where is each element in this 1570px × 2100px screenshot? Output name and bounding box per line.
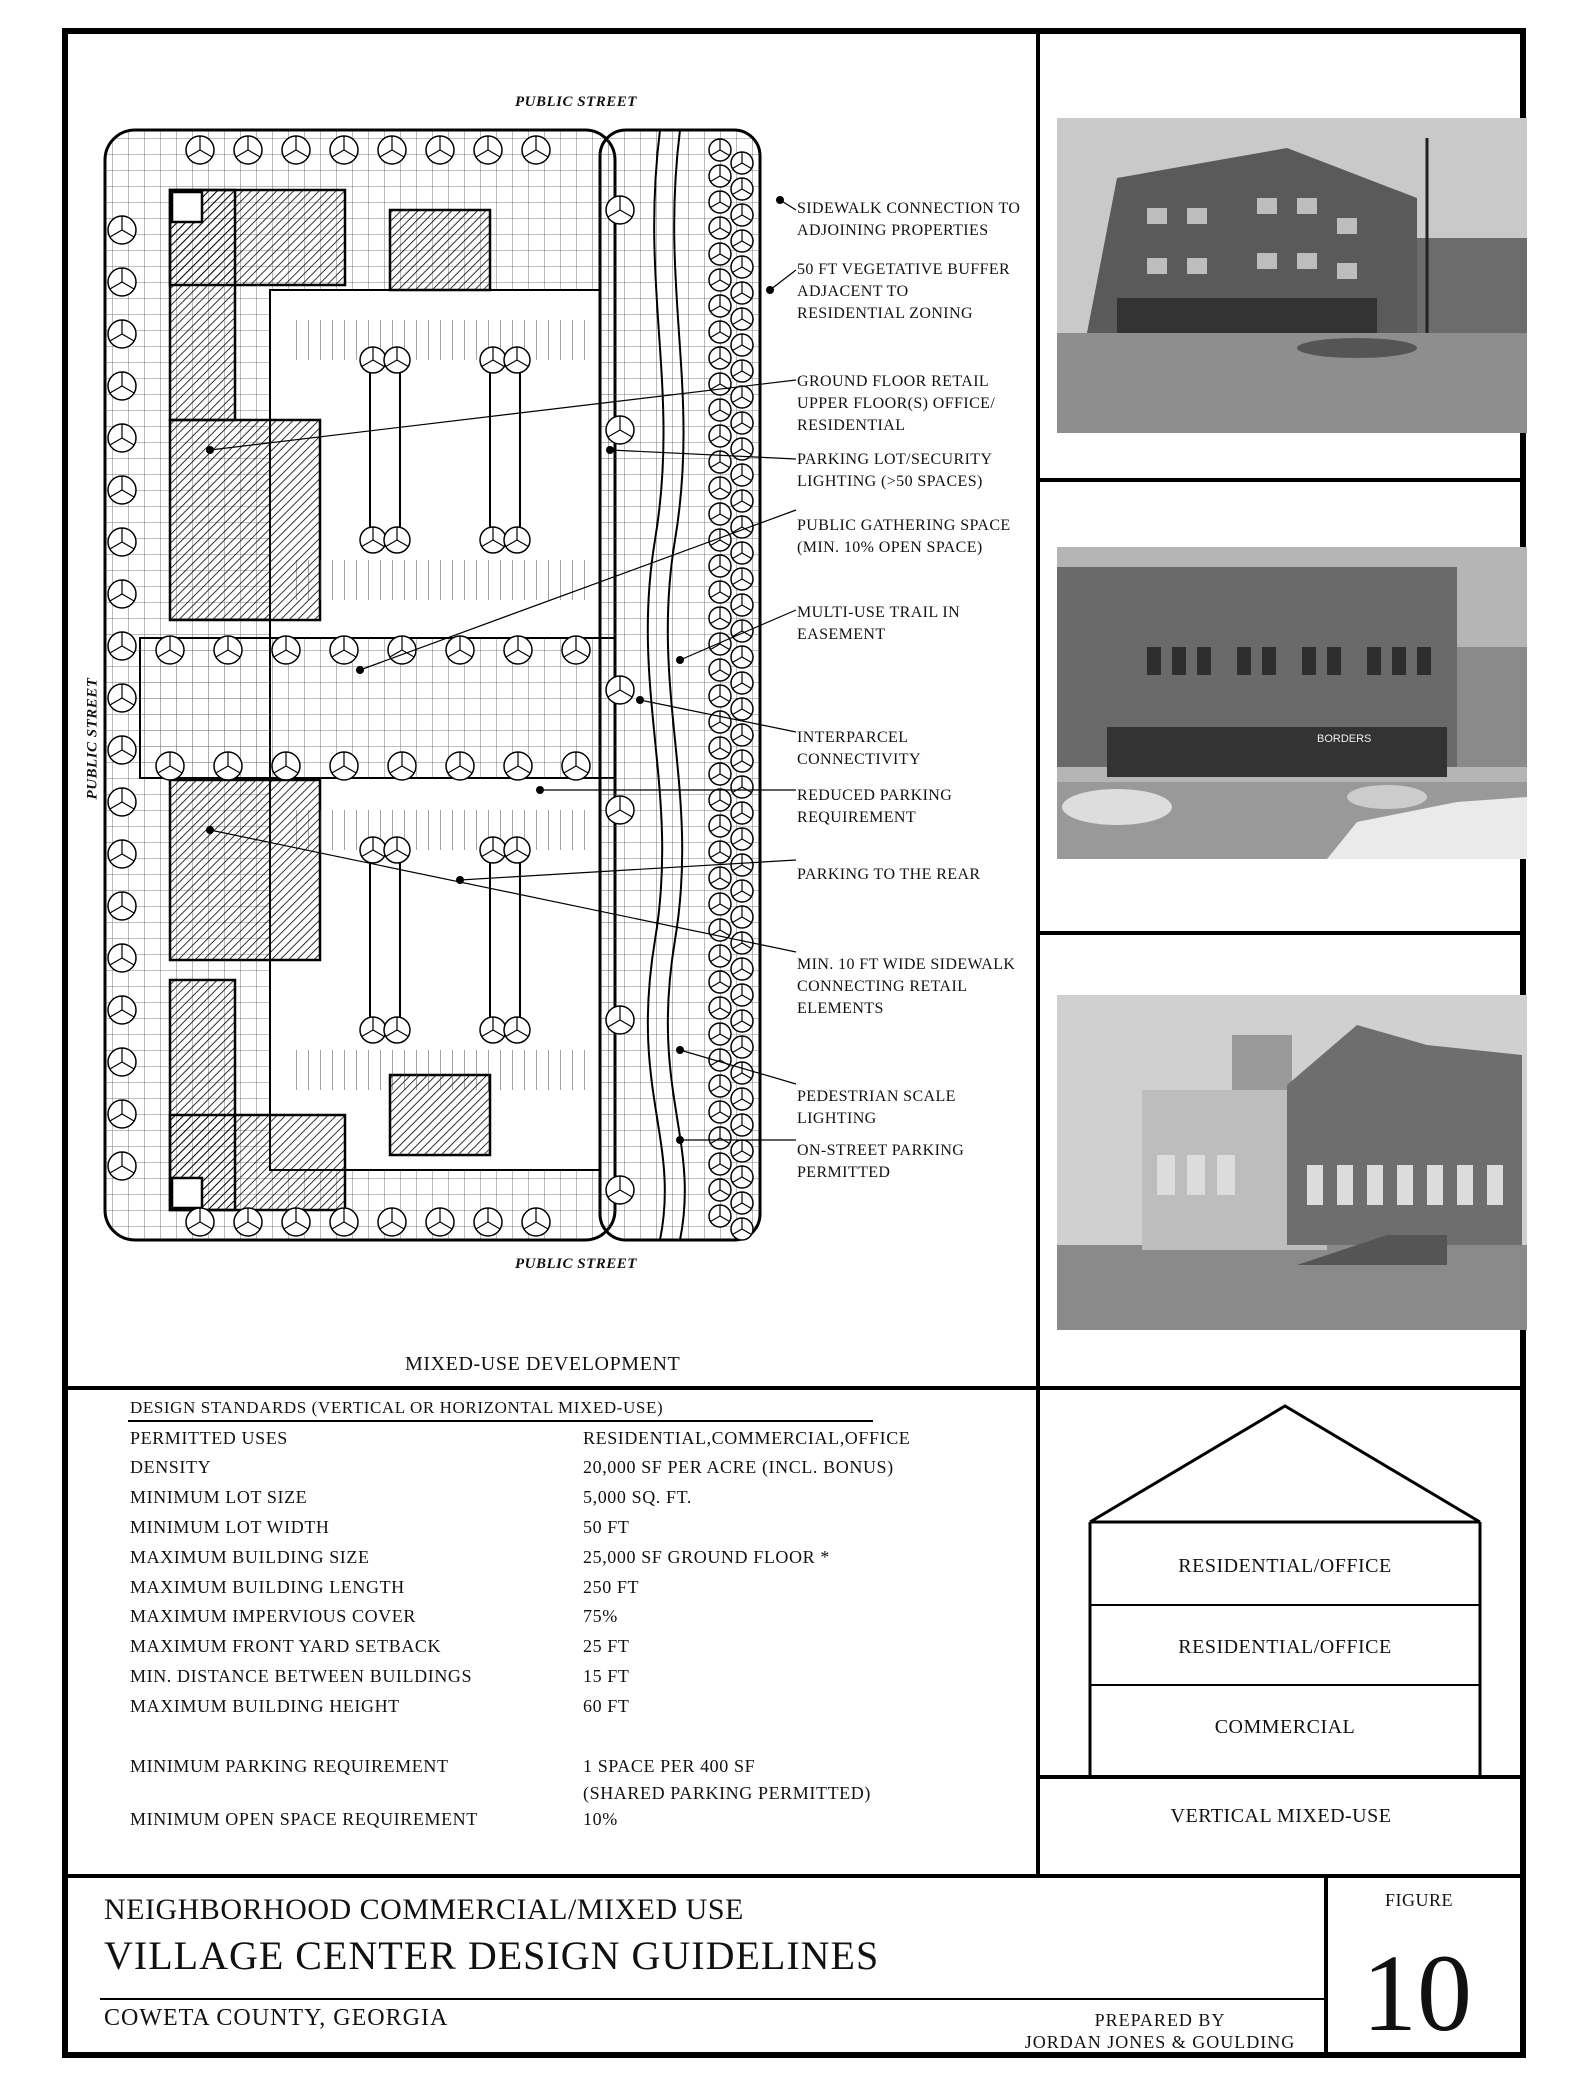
tree-symbol [606, 196, 634, 224]
std-value: RESIDENTIAL,COMMERCIAL,OFFICE [583, 1428, 911, 1448]
std-value: 75% [583, 1606, 618, 1626]
tree-symbol [378, 136, 406, 164]
tree-symbol [606, 416, 634, 444]
leader-dot [206, 446, 214, 454]
tree-symbol [330, 636, 358, 664]
diagram-base-line [1036, 1775, 1526, 1779]
leader-dot [676, 1046, 684, 1054]
tree-symbol [709, 477, 731, 499]
tree-symbol [504, 347, 530, 373]
tree-symbol [731, 646, 753, 668]
tree-symbol [709, 425, 731, 447]
tree-symbol [504, 527, 530, 553]
tree-symbol [384, 1017, 410, 1043]
tree-symbol [709, 399, 731, 421]
tree-symbol [108, 372, 136, 400]
tree-symbol [731, 490, 753, 512]
standards-heading-underline [128, 1420, 873, 1422]
tree-symbol [606, 1176, 634, 1204]
tree-symbol [731, 178, 753, 200]
photo-village-buildings [1057, 995, 1527, 1330]
tree-symbol [709, 373, 731, 395]
tree-symbol [282, 1208, 310, 1236]
callout-sidewalk-width: MIN. 10 FT WIDE SIDEWALK CONNECTING RETAIL ELEMENTS [797, 956, 1016, 1017]
tree-symbol [731, 1166, 753, 1188]
std-value: 15 FT [583, 1666, 630, 1686]
street-label-bottom: PUBLIC STREET [515, 1256, 637, 1272]
tree-symbol [731, 620, 753, 642]
tree-symbol [709, 503, 731, 525]
tree-symbol [186, 136, 214, 164]
tree-symbol [709, 1179, 731, 1201]
tree-symbol [709, 269, 731, 291]
tree-symbol [731, 542, 753, 564]
callout-vegetative-buffer: 50 FT VEGETATIVE BUFFER ADJACENT TO RESIDENTIAL ZONING [797, 261, 1011, 322]
tree-symbol [731, 724, 753, 746]
tree-symbol [562, 752, 590, 780]
tree-symbol [709, 1153, 731, 1175]
tree-symbol [504, 636, 532, 664]
std-value: 250 FT [583, 1577, 640, 1597]
tree-symbol [522, 1208, 550, 1236]
tree-symbol [731, 204, 753, 226]
tree-symbol [480, 347, 506, 373]
tree-symbol [709, 139, 731, 161]
std-label: MAXIMUM FRONT YARD SETBACK [130, 1636, 442, 1656]
site-plan-caption: MIXED-USE DEVELOPMENT [405, 1353, 681, 1375]
parking-label: MINIMUM PARKING REQUIREMENT [130, 1756, 449, 1776]
tree-symbol [709, 815, 731, 837]
callout-sidewalk-connection: SIDEWALK CONNECTION TO ADJOINING PROPERTIES [797, 200, 1021, 239]
title-line-2: VILLAGE CENTER DESIGN GUIDELINES [104, 1933, 880, 1978]
tree-symbol [731, 152, 753, 174]
tree-symbol [272, 636, 300, 664]
tree-symbol [108, 788, 136, 816]
tree-symbol [522, 136, 550, 164]
tree-symbol [474, 1208, 502, 1236]
tree-symbol [709, 763, 731, 785]
tree-symbol [709, 191, 731, 213]
tree-symbol [731, 1218, 753, 1240]
tree-symbol [731, 984, 753, 1006]
tree-symbol [214, 752, 242, 780]
tree-symbol [709, 997, 731, 1019]
tree-symbol [731, 932, 753, 954]
tree-symbol [108, 320, 136, 348]
tree-symbol [709, 893, 731, 915]
std-value: 60 FT [583, 1696, 630, 1716]
divider-figure [1324, 1874, 1328, 2058]
tree-symbol [108, 424, 136, 452]
tree-symbol [731, 1010, 753, 1032]
tree-symbol [108, 944, 136, 972]
tree-symbol [709, 243, 731, 265]
tree-symbol [108, 268, 136, 296]
std-label: PERMITTED USES [130, 1428, 288, 1448]
tree-symbol [731, 672, 753, 694]
tree-symbol [606, 796, 634, 824]
tree-symbol [384, 837, 410, 863]
tree-symbol [282, 136, 310, 164]
tree-symbol [731, 1140, 753, 1162]
tree-symbol [731, 828, 753, 850]
std-label: MAXIMUM BUILDING HEIGHT [130, 1696, 400, 1716]
std-label: MAXIMUM BUILDING SIZE [130, 1547, 370, 1567]
std-label: DENSITY [130, 1457, 212, 1477]
std-label: MAXIMUM IMPERVIOUS COVER [130, 1606, 416, 1626]
vertical-mixed-use-caption: VERTICAL MIXED-USE [1170, 1805, 1392, 1827]
leader-dot [766, 286, 774, 294]
tree-symbol [108, 736, 136, 764]
tree-symbol [709, 347, 731, 369]
tree-symbol [480, 527, 506, 553]
title-underline [100, 1998, 1324, 2000]
county-label: COWETA COUNTY, GEORGIA [104, 2005, 449, 2031]
photo-storefront [1057, 547, 1527, 859]
title-line-1: NEIGHBORHOOD COMMERCIAL/MIXED USE [104, 1893, 744, 1926]
tree-symbol [474, 136, 502, 164]
tree-symbol [480, 837, 506, 863]
tier-upper: RESIDENTIAL/OFFICE [1178, 1555, 1392, 1577]
leader-dot [206, 826, 214, 834]
tree-symbol [709, 581, 731, 603]
callout-gathering-space: PUBLIC GATHERING SPACE (MIN. 10% OPEN SPACE) [797, 517, 1011, 556]
prepared-by-label: PREPARED BY [1094, 2010, 1226, 2030]
tree-symbol [446, 636, 474, 664]
street-label-left: PUBLIC STREET [84, 677, 101, 800]
divider-middle [62, 1386, 1526, 1390]
callout-pedestrian-lighting: PEDESTRIAN SCALE LIGHTING [797, 1088, 956, 1127]
std-value: 5,000 SQ. FT. [583, 1487, 692, 1507]
tree-symbol [108, 216, 136, 244]
tree-symbol [108, 892, 136, 920]
tree-symbol [731, 880, 753, 902]
tree-symbol [108, 1152, 136, 1180]
tree-symbol [360, 527, 386, 553]
tree-symbol [731, 958, 753, 980]
tree-symbol [731, 1036, 753, 1058]
tree-symbol [731, 802, 753, 824]
callout-multi-use-trail: MULTI-USE TRAIL IN EASEMENT [797, 604, 961, 643]
std-label: MAXIMUM BUILDING LENGTH [130, 1577, 405, 1597]
callout-on-street-parking: ON-STREET PARKING PERMITTED [797, 1142, 965, 1181]
figure-number: 10 [1362, 1932, 1472, 2054]
leader-dot [356, 666, 364, 674]
tree-symbol [709, 165, 731, 187]
tree-symbol [731, 412, 753, 434]
tree-symbol [384, 347, 410, 373]
callout-reduced-parking: REDUCED PARKING REQUIREMENT [797, 787, 953, 826]
tree-symbol [709, 321, 731, 343]
prepared-by-name: JORDAN JONES & GOULDING [1024, 2032, 1296, 2052]
tree-symbol [709, 737, 731, 759]
tree-symbol [709, 217, 731, 239]
leader-dot [606, 446, 614, 454]
standards-heading: DESIGN STANDARDS (VERTICAL OR HORIZONTAL MIXED-USE) [130, 1398, 664, 1417]
tree-symbol [709, 1127, 731, 1149]
tree-symbol [731, 568, 753, 590]
tree-symbol [330, 752, 358, 780]
tree-symbol [108, 580, 136, 608]
tree-symbol [330, 136, 358, 164]
leader-dot [776, 196, 784, 204]
tree-symbol [709, 1023, 731, 1045]
std-label: MINIMUM LOT WIDTH [130, 1517, 330, 1537]
tree-symbol [731, 334, 753, 356]
divider-photo-2 [1036, 931, 1526, 935]
tree-symbol [709, 945, 731, 967]
callout-parking-lighting: PARKING LOT/SECURITY LIGHTING (>50 SPACES) [797, 451, 993, 490]
tree-symbol [709, 789, 731, 811]
tree-symbol [360, 347, 386, 373]
tree-symbol [480, 1017, 506, 1043]
tree-symbol [731, 906, 753, 928]
tree-symbol [709, 1205, 731, 1227]
callout-parking-rear: PARKING TO THE REAR [797, 866, 981, 883]
tree-symbol [731, 1088, 753, 1110]
parking-note: (SHARED PARKING PERMITTED) [583, 1783, 871, 1803]
tree-symbol [108, 1100, 136, 1128]
tree-symbol [731, 854, 753, 876]
callout-ground-floor-retail: GROUND FLOOR RETAIL UPPER FLOOR(S) OFFICE/ RESIDENTIAL [797, 373, 996, 434]
tree-symbol [504, 837, 530, 863]
tree-symbol [709, 971, 731, 993]
tree-symbol [108, 840, 136, 868]
tree-symbol [731, 282, 753, 304]
tree-symbol [731, 1192, 753, 1214]
leader-dot [676, 1136, 684, 1144]
leader-dot [536, 786, 544, 794]
tree-symbol [562, 636, 590, 664]
tree-symbol [709, 1101, 731, 1123]
tree-symbol [214, 636, 242, 664]
tree-symbol [504, 752, 532, 780]
leader-dot [676, 656, 684, 664]
tree-symbol [731, 256, 753, 278]
tree-symbol [709, 295, 731, 317]
tree-symbol [388, 636, 416, 664]
tree-symbol [731, 1114, 753, 1136]
tree-symbol [108, 996, 136, 1024]
tree-symbol [234, 1208, 262, 1236]
tree-symbol [606, 676, 634, 704]
tree-symbol [384, 527, 410, 553]
tree-symbol [606, 1006, 634, 1034]
tree-symbol [388, 752, 416, 780]
divider-photo-1 [1036, 478, 1526, 482]
tree-symbol [330, 1208, 358, 1236]
tree-symbol [709, 529, 731, 551]
tree-symbol [108, 528, 136, 556]
tree-symbol [731, 698, 753, 720]
tree-symbol [731, 308, 753, 330]
tree-symbol [731, 776, 753, 798]
tree-symbol [709, 555, 731, 577]
tree-symbol [709, 633, 731, 655]
tree-symbol [709, 1075, 731, 1097]
tree-symbol [709, 607, 731, 629]
tree-symbol [108, 1048, 136, 1076]
std-label: MIN. DISTANCE BETWEEN BUILDINGS [130, 1666, 473, 1686]
store-sign: BORDERS [1317, 733, 1372, 745]
street-label-top: PUBLIC STREET [515, 94, 637, 110]
leader-line [770, 270, 796, 290]
tree-symbol [156, 752, 184, 780]
open-space-label: MINIMUM OPEN SPACE REQUIREMENT [130, 1809, 478, 1829]
tree-symbol [731, 594, 753, 616]
tree-symbol [234, 136, 262, 164]
leader-dot [636, 696, 644, 704]
tree-symbol [504, 1017, 530, 1043]
tree-symbol [709, 841, 731, 863]
photo-corner-building [1057, 118, 1527, 433]
tree-symbol [156, 636, 184, 664]
std-value: 50 FT [583, 1517, 630, 1537]
tier-middle: RESIDENTIAL/OFFICE [1178, 1636, 1392, 1658]
tree-symbol [709, 867, 731, 889]
open-space-value: 10% [583, 1809, 618, 1829]
std-value: 20,000 SF PER ACRE (INCL. BONUS) [583, 1457, 894, 1477]
tree-symbol [709, 451, 731, 473]
tree-symbol [108, 632, 136, 660]
tree-symbol [272, 752, 300, 780]
tree-symbol [360, 1017, 386, 1043]
tree-symbol [360, 837, 386, 863]
divider-title [62, 1874, 1526, 1878]
tier-ground: COMMERCIAL [1214, 1716, 1356, 1738]
std-value: 25 FT [583, 1636, 630, 1656]
figure-label: FIGURE [1385, 1890, 1454, 1910]
tree-symbol [108, 476, 136, 504]
tree-symbol [709, 685, 731, 707]
tree-symbol [731, 230, 753, 252]
tree-symbol [731, 386, 753, 408]
tree-symbol [426, 1208, 454, 1236]
std-label: MINIMUM LOT SIZE [130, 1487, 308, 1507]
tree-symbol [186, 1208, 214, 1236]
parking-value: 1 SPACE PER 400 SF [583, 1756, 756, 1776]
tree-symbol [426, 136, 454, 164]
tree-symbol [446, 752, 474, 780]
vertical-divider [1036, 28, 1040, 1878]
tree-symbol [731, 464, 753, 486]
tree-symbol [731, 750, 753, 772]
tree-symbol [731, 360, 753, 382]
tree-symbol [108, 684, 136, 712]
std-value: 25,000 SF GROUND FLOOR * [583, 1547, 830, 1567]
tree-symbol [378, 1208, 406, 1236]
tree-symbol [709, 659, 731, 681]
callout-interparcel: INTERPARCEL CONNECTIVITY [797, 729, 921, 768]
